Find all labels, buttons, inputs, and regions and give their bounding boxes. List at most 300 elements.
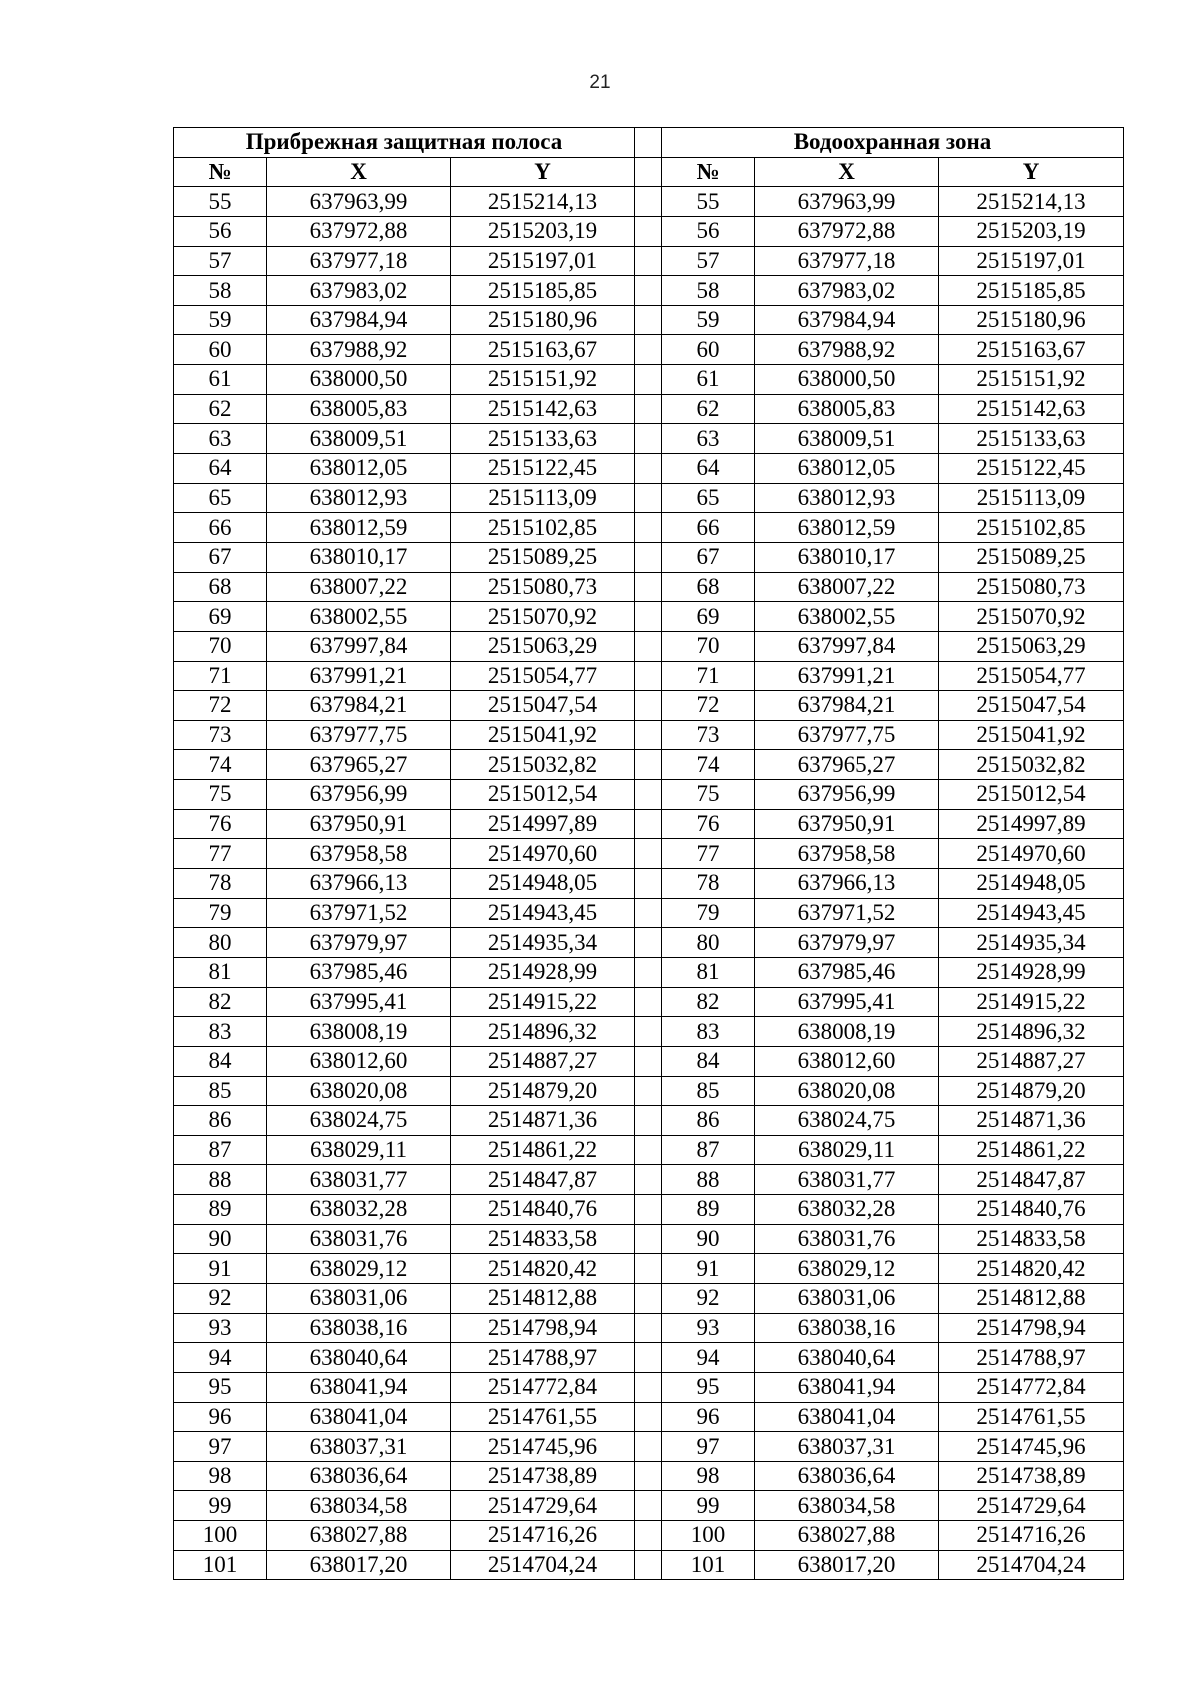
right-coord-x: 638002,55 (755, 602, 939, 632)
right-coord-x: 638007,22 (755, 572, 939, 602)
left-point-number: 65 (174, 483, 267, 513)
left-coord-y: 2514871,36 (451, 1106, 635, 1136)
column-gap (635, 957, 662, 987)
right-coord-x: 638031,76 (755, 1224, 939, 1254)
right-coord-x: 638005,83 (755, 394, 939, 424)
left-point-number: 59 (174, 305, 267, 335)
left-point-number: 94 (174, 1343, 267, 1373)
right-point-number: 99 (662, 1491, 755, 1521)
table-row (174, 869, 1124, 899)
right-coord-x: 638029,12 (755, 1254, 939, 1284)
left-coord-x: 638000,50 (267, 365, 451, 395)
right-coord-y: 2514847,87 (939, 1165, 1124, 1195)
right-coord-y: 2514896,32 (939, 1017, 1124, 1047)
left-point-number: 63 (174, 424, 267, 454)
left-point-number: 77 (174, 839, 267, 869)
right-point-number: 83 (662, 1017, 755, 1047)
left-coord-x: 638007,22 (267, 572, 451, 602)
table-row (174, 750, 1124, 780)
right-point-number: 67 (662, 542, 755, 572)
column-gap (635, 216, 662, 246)
right-point-number: 97 (662, 1432, 755, 1462)
left-point-number: 95 (174, 1372, 267, 1402)
column-gap (635, 1402, 662, 1432)
right-coord-y: 2515113,09 (939, 483, 1124, 513)
table-row (174, 1017, 1124, 1047)
left-coord-x: 638041,04 (267, 1402, 451, 1432)
left-coord-x: 637995,41 (267, 987, 451, 1017)
right-coord-y: 2514812,88 (939, 1283, 1124, 1313)
left-point-number: 56 (174, 216, 267, 246)
right-coord-y: 2515054,77 (939, 661, 1124, 691)
right-coord-x: 638008,19 (755, 1017, 939, 1047)
left-point-number: 60 (174, 335, 267, 365)
column-gap (635, 720, 662, 750)
right-header-x: X (755, 157, 939, 187)
right-coord-y: 2514704,24 (939, 1550, 1124, 1580)
left-coord-y: 2514761,55 (451, 1402, 635, 1432)
right-point-number: 63 (662, 424, 755, 454)
right-coord-y: 2515133,63 (939, 424, 1124, 454)
right-point-number: 70 (662, 631, 755, 661)
right-coord-x: 638031,77 (755, 1165, 939, 1195)
table-row (174, 602, 1124, 632)
right-coord-x: 638010,17 (755, 542, 939, 572)
column-gap (635, 1432, 662, 1462)
table-row (174, 1550, 1124, 1580)
left-point-number: 96 (174, 1402, 267, 1432)
left-point-number: 61 (174, 365, 267, 395)
table-row (174, 1195, 1124, 1225)
right-coord-x: 637963,99 (755, 187, 939, 217)
right-coord-x: 638020,08 (755, 1076, 939, 1106)
table-row (174, 454, 1124, 484)
left-coord-x: 637966,13 (267, 869, 451, 899)
column-gap (635, 928, 662, 958)
right-coord-x: 637977,75 (755, 720, 939, 750)
table-row (174, 987, 1124, 1017)
table-row (174, 1165, 1124, 1195)
right-point-number: 55 (662, 187, 755, 217)
left-coord-x: 638009,51 (267, 424, 451, 454)
column-gap (635, 1461, 662, 1491)
left-point-number: 71 (174, 661, 267, 691)
table-row (174, 1224, 1124, 1254)
column-gap (635, 572, 662, 602)
left-coord-y: 2515102,85 (451, 513, 635, 543)
right-point-number: 58 (662, 276, 755, 306)
column-gap (635, 335, 662, 365)
right-point-number: 56 (662, 216, 755, 246)
right-coord-y: 2515089,25 (939, 542, 1124, 572)
left-coord-y: 2515214,13 (451, 187, 635, 217)
table-row (174, 1046, 1124, 1076)
right-coord-y: 2514915,22 (939, 987, 1124, 1017)
column-gap (635, 898, 662, 928)
table-row (174, 1283, 1124, 1313)
left-coord-y: 2515063,29 (451, 631, 635, 661)
left-coord-x: 638012,93 (267, 483, 451, 513)
left-coord-y: 2514997,89 (451, 809, 635, 839)
right-header-number: № (662, 157, 755, 187)
right-coord-x: 638034,58 (755, 1491, 939, 1521)
right-coord-x: 638031,06 (755, 1283, 939, 1313)
left-coord-y: 2515080,73 (451, 572, 635, 602)
left-point-number: 79 (174, 898, 267, 928)
right-coord-x: 637977,18 (755, 246, 939, 276)
left-point-number: 67 (174, 542, 267, 572)
right-coord-y: 2514935,34 (939, 928, 1124, 958)
left-coord-y: 2514704,24 (451, 1550, 635, 1580)
right-point-number: 80 (662, 928, 755, 958)
right-coord-x: 637984,94 (755, 305, 939, 335)
column-gap (635, 780, 662, 810)
table-row (174, 898, 1124, 928)
left-point-number: 74 (174, 750, 267, 780)
right-coord-y: 2515080,73 (939, 572, 1124, 602)
column-gap (635, 661, 662, 691)
table-row (174, 691, 1124, 721)
right-coord-y: 2514879,20 (939, 1076, 1124, 1106)
right-point-number: 93 (662, 1313, 755, 1343)
table-row (174, 1076, 1124, 1106)
right-coord-x: 637988,92 (755, 335, 939, 365)
left-coord-y: 2514887,27 (451, 1046, 635, 1076)
right-point-number: 88 (662, 1165, 755, 1195)
right-point-number: 59 (662, 305, 755, 335)
column-gap (635, 1106, 662, 1136)
right-coord-x: 638027,88 (755, 1521, 939, 1551)
column-gap (635, 1224, 662, 1254)
left-point-number: 98 (174, 1461, 267, 1491)
right-coord-x: 637983,02 (755, 276, 939, 306)
left-point-number: 55 (174, 187, 267, 217)
right-coord-y: 2515180,96 (939, 305, 1124, 335)
left-coord-x: 638017,20 (267, 1550, 451, 1580)
left-coord-y: 2514896,32 (451, 1017, 635, 1047)
left-coord-x: 638020,08 (267, 1076, 451, 1106)
right-coord-y: 2515185,85 (939, 276, 1124, 306)
right-coord-y: 2515102,85 (939, 513, 1124, 543)
right-point-number: 98 (662, 1461, 755, 1491)
right-point-number: 60 (662, 335, 755, 365)
column-gap (635, 1283, 662, 1313)
left-coord-y: 2514716,26 (451, 1521, 635, 1551)
right-point-number: 84 (662, 1046, 755, 1076)
left-coord-x: 638010,17 (267, 542, 451, 572)
right-coord-y: 2515197,01 (939, 246, 1124, 276)
table-row (174, 1402, 1124, 1432)
right-coord-x: 637995,41 (755, 987, 939, 1017)
right-coord-x: 638041,04 (755, 1402, 939, 1432)
right-point-number: 71 (662, 661, 755, 691)
left-coord-y: 2514772,84 (451, 1372, 635, 1402)
column-gap (635, 809, 662, 839)
right-coord-y: 2514948,05 (939, 869, 1124, 899)
right-coord-x: 637971,52 (755, 898, 939, 928)
right-coord-y: 2514833,58 (939, 1224, 1124, 1254)
right-coord-x: 638012,59 (755, 513, 939, 543)
left-point-number: 101 (174, 1550, 267, 1580)
left-point-number: 81 (174, 957, 267, 987)
table-row (174, 720, 1124, 750)
column-gap (635, 987, 662, 1017)
right-coord-x: 637991,21 (755, 661, 939, 691)
left-coord-y: 2515012,54 (451, 780, 635, 810)
left-coord-y: 2514812,88 (451, 1283, 635, 1313)
table-row (174, 631, 1124, 661)
right-coord-x: 637965,27 (755, 750, 939, 780)
right-coord-x: 637966,13 (755, 869, 939, 899)
left-point-number: 66 (174, 513, 267, 543)
left-point-number: 68 (174, 572, 267, 602)
right-coord-y: 2515041,92 (939, 720, 1124, 750)
table-row (174, 276, 1124, 306)
table-row (174, 305, 1124, 335)
column-gap (635, 1195, 662, 1225)
table-row (174, 1135, 1124, 1165)
right-point-number: 75 (662, 780, 755, 810)
right-coord-x: 638040,64 (755, 1343, 939, 1373)
right-coord-y: 2515163,67 (939, 335, 1124, 365)
right-coord-y: 2514798,94 (939, 1313, 1124, 1343)
left-coord-x: 637956,99 (267, 780, 451, 810)
right-point-number: 66 (662, 513, 755, 543)
column-gap (635, 691, 662, 721)
right-point-number: 74 (662, 750, 755, 780)
left-point-number: 93 (174, 1313, 267, 1343)
table-row (174, 1521, 1124, 1551)
left-coord-x: 638008,19 (267, 1017, 451, 1047)
column-gap (635, 1017, 662, 1047)
left-coord-x: 638031,76 (267, 1224, 451, 1254)
right-point-number: 92 (662, 1283, 755, 1313)
left-coord-x: 638005,83 (267, 394, 451, 424)
left-header-y: Y (451, 157, 635, 187)
right-point-number: 91 (662, 1254, 755, 1284)
left-coord-y: 2514879,20 (451, 1076, 635, 1106)
left-coord-x: 637972,88 (267, 216, 451, 246)
left-coord-y: 2515185,85 (451, 276, 635, 306)
left-coord-x: 637985,46 (267, 957, 451, 987)
left-coord-y: 2514943,45 (451, 898, 635, 928)
left-coord-y: 2515047,54 (451, 691, 635, 721)
table-row (174, 957, 1124, 987)
right-coord-y: 2514820,42 (939, 1254, 1124, 1284)
right-coord-x: 637979,97 (755, 928, 939, 958)
left-coord-x: 638032,28 (267, 1195, 451, 1225)
column-gap (635, 246, 662, 276)
left-coord-x: 637984,94 (267, 305, 451, 335)
right-coord-x: 637984,21 (755, 691, 939, 721)
left-point-number: 73 (174, 720, 267, 750)
right-coord-x: 638032,28 (755, 1195, 939, 1225)
left-coord-y: 2514729,64 (451, 1491, 635, 1521)
table-row (174, 513, 1124, 543)
left-coord-x: 637979,97 (267, 928, 451, 958)
left-coord-x: 637984,21 (267, 691, 451, 721)
right-coord-y: 2514745,96 (939, 1432, 1124, 1462)
right-coord-y: 2515032,82 (939, 750, 1124, 780)
column-gap (635, 1135, 662, 1165)
column-gap (635, 631, 662, 661)
left-point-number: 86 (174, 1106, 267, 1136)
right-coord-x: 637958,58 (755, 839, 939, 869)
left-coord-x: 637963,99 (267, 187, 451, 217)
right-coord-y: 2515063,29 (939, 631, 1124, 661)
column-gap (635, 1254, 662, 1284)
left-coord-y: 2514948,05 (451, 869, 635, 899)
right-coord-y: 2515142,63 (939, 394, 1124, 424)
table-row (174, 542, 1124, 572)
table-row (174, 335, 1124, 365)
table-row (174, 187, 1124, 217)
left-coord-y: 2514861,22 (451, 1135, 635, 1165)
right-coord-y: 2514871,36 (939, 1106, 1124, 1136)
right-point-number: 76 (662, 809, 755, 839)
right-coord-x: 637972,88 (755, 216, 939, 246)
left-coord-x: 638040,64 (267, 1343, 451, 1373)
right-point-number: 61 (662, 365, 755, 395)
column-gap (635, 1076, 662, 1106)
left-coord-x: 637977,75 (267, 720, 451, 750)
section-title-row (174, 128, 1124, 158)
right-section-title: Водоохранная зона (662, 128, 1124, 158)
table-row (174, 809, 1124, 839)
left-coord-x: 638002,55 (267, 602, 451, 632)
left-coord-y: 2514745,96 (451, 1432, 635, 1462)
table-row (174, 780, 1124, 810)
right-coord-x: 638017,20 (755, 1550, 939, 1580)
left-coord-x: 637965,27 (267, 750, 451, 780)
right-coord-y: 2514729,64 (939, 1491, 1124, 1521)
left-coord-x: 637977,18 (267, 246, 451, 276)
right-point-number: 89 (662, 1195, 755, 1225)
column-gap (635, 394, 662, 424)
right-coord-y: 2514716,26 (939, 1521, 1124, 1551)
table-row (174, 572, 1124, 602)
left-point-number: 58 (174, 276, 267, 306)
left-point-number: 78 (174, 869, 267, 899)
right-point-number: 73 (662, 720, 755, 750)
column-gap (635, 365, 662, 395)
left-coord-y: 2515054,77 (451, 661, 635, 691)
right-coord-x: 638012,60 (755, 1046, 939, 1076)
right-coord-y: 2514970,60 (939, 839, 1124, 869)
left-coord-y: 2514833,58 (451, 1224, 635, 1254)
right-point-number: 94 (662, 1343, 755, 1373)
left-coord-y: 2514738,89 (451, 1461, 635, 1491)
right-point-number: 100 (662, 1521, 755, 1551)
right-coord-x: 637997,84 (755, 631, 939, 661)
right-point-number: 57 (662, 246, 755, 276)
left-coord-x: 637950,91 (267, 809, 451, 839)
left-point-number: 75 (174, 780, 267, 810)
left-point-number: 87 (174, 1135, 267, 1165)
right-coord-x: 638012,93 (755, 483, 939, 513)
left-coord-x: 637988,92 (267, 335, 451, 365)
table-row (174, 1461, 1124, 1491)
table-row (174, 424, 1124, 454)
right-coord-y: 2514887,27 (939, 1046, 1124, 1076)
column-gap (635, 424, 662, 454)
left-point-number: 99 (174, 1491, 267, 1521)
right-coord-x: 638012,05 (755, 454, 939, 484)
column-gap (635, 128, 662, 158)
left-coord-x: 638029,11 (267, 1135, 451, 1165)
left-coord-y: 2515133,63 (451, 424, 635, 454)
table-row (174, 928, 1124, 958)
left-point-number: 64 (174, 454, 267, 484)
right-coord-y: 2514738,89 (939, 1461, 1124, 1491)
left-point-number: 83 (174, 1017, 267, 1047)
right-coord-x: 638009,51 (755, 424, 939, 454)
left-coord-x: 637958,58 (267, 839, 451, 869)
left-point-number: 72 (174, 691, 267, 721)
left-coord-y: 2514788,97 (451, 1343, 635, 1373)
left-coord-y: 2515197,01 (451, 246, 635, 276)
column-gap (635, 1491, 662, 1521)
left-coord-x: 637983,02 (267, 276, 451, 306)
left-coord-y: 2515070,92 (451, 602, 635, 632)
table-row (174, 839, 1124, 869)
left-coord-x: 637971,52 (267, 898, 451, 928)
left-point-number: 84 (174, 1046, 267, 1076)
column-gap (635, 1313, 662, 1343)
left-coord-y: 2515151,92 (451, 365, 635, 395)
column-gap (635, 454, 662, 484)
left-coord-x: 638029,12 (267, 1254, 451, 1284)
right-point-number: 96 (662, 1402, 755, 1432)
left-coord-y: 2515142,63 (451, 394, 635, 424)
left-coord-x: 638037,31 (267, 1432, 451, 1462)
right-coord-y: 2514928,99 (939, 957, 1124, 987)
left-coord-x: 638038,16 (267, 1313, 451, 1343)
right-point-number: 62 (662, 394, 755, 424)
column-gap (635, 1343, 662, 1373)
table-row (174, 1432, 1124, 1462)
table-row (174, 394, 1124, 424)
right-point-number: 79 (662, 898, 755, 928)
table-row (174, 483, 1124, 513)
left-point-number: 62 (174, 394, 267, 424)
left-point-number: 85 (174, 1076, 267, 1106)
right-point-number: 101 (662, 1550, 755, 1580)
left-coord-y: 2514928,99 (451, 957, 635, 987)
right-point-number: 72 (662, 691, 755, 721)
right-coord-y: 2515012,54 (939, 780, 1124, 810)
table-row (174, 1254, 1124, 1284)
left-coord-x: 637991,21 (267, 661, 451, 691)
right-point-number: 64 (662, 454, 755, 484)
left-coord-x: 638012,60 (267, 1046, 451, 1076)
right-coord-y: 2515203,19 (939, 216, 1124, 246)
left-coord-x: 638031,06 (267, 1283, 451, 1313)
right-point-number: 68 (662, 572, 755, 602)
column-gap (635, 157, 662, 187)
column-gap (635, 1372, 662, 1402)
table-row (174, 365, 1124, 395)
right-coord-x: 638036,64 (755, 1461, 939, 1491)
right-point-number: 78 (662, 869, 755, 899)
right-point-number: 65 (662, 483, 755, 513)
right-point-number: 82 (662, 987, 755, 1017)
left-coord-y: 2514840,76 (451, 1195, 635, 1225)
table-body (174, 187, 1124, 1580)
page-number: 21 (589, 72, 611, 93)
left-coord-x: 637997,84 (267, 631, 451, 661)
table-row (174, 1343, 1124, 1373)
